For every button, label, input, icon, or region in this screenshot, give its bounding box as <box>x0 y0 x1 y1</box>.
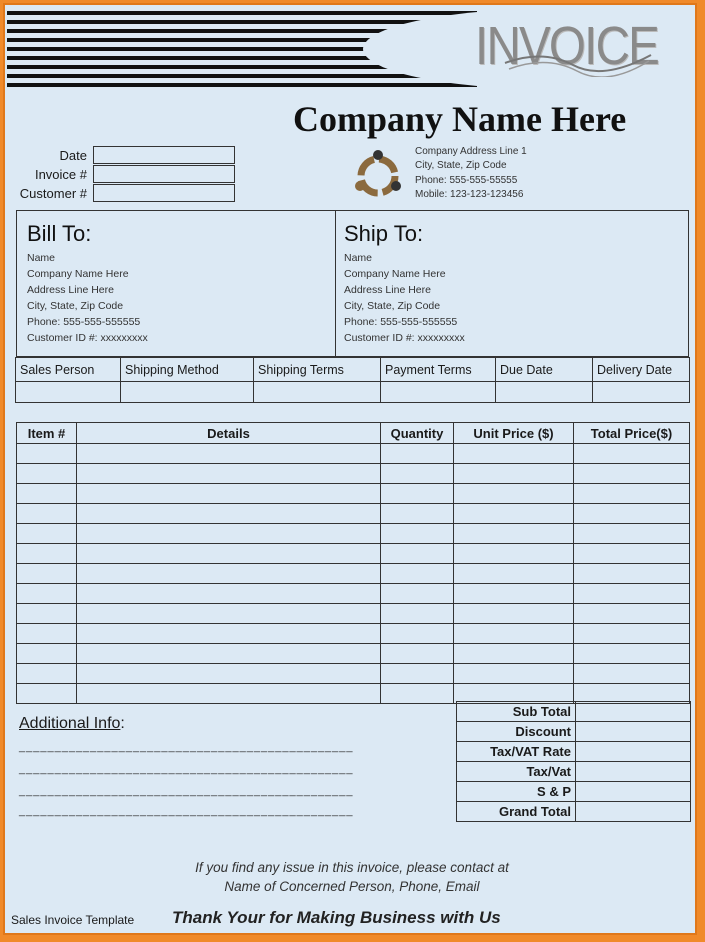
due-date-header: Due Date <box>496 358 593 382</box>
unit-price-cell[interactable] <box>454 624 574 644</box>
total-price-cell[interactable] <box>574 444 690 464</box>
shipping-table <box>15 357 690 403</box>
total-price-cell[interactable] <box>574 644 690 664</box>
tax-vat-value[interactable] <box>576 762 691 782</box>
item-number-cell[interactable] <box>17 684 77 704</box>
template-label: Sales Invoice Template <box>11 913 135 927</box>
item-row <box>17 604 690 624</box>
bill-to-line: City, State, Zip Code <box>27 300 124 312</box>
tax-vat-label: Tax/Vat <box>457 762 576 782</box>
grand-total-value[interactable] <box>576 802 691 822</box>
additional-info-line[interactable]: _______________________________________________ <box>19 805 354 817</box>
company-city-line: City, State, Zip Code <box>415 160 507 171</box>
unit-price-cell[interactable] <box>454 644 574 664</box>
shipping-terms-cell[interactable] <box>254 382 381 403</box>
item-number-cell[interactable] <box>17 584 77 604</box>
sales-person-cell[interactable] <box>16 382 121 403</box>
item-row <box>17 624 690 644</box>
details-cell[interactable] <box>77 684 381 704</box>
thank-you-message: Thank Your for Making Business with Us <box>172 908 501 927</box>
details-cell[interactable] <box>77 584 381 604</box>
unit-price-cell[interactable] <box>454 564 574 584</box>
due-date-cell[interactable] <box>496 382 593 403</box>
s-and-p-value[interactable] <box>576 782 691 802</box>
total-price-cell[interactable] <box>574 624 690 644</box>
s-and-p-label: S & P <box>457 782 576 802</box>
bill-to-title: Bill To: <box>27 221 92 246</box>
item-number-cell[interactable] <box>17 644 77 664</box>
total-price-cell[interactable] <box>574 584 690 604</box>
additional-info-line[interactable]: _______________________________________________ <box>19 763 354 775</box>
additional-info-line[interactable]: _______________________________________________ <box>19 785 354 797</box>
quantity-header: Quantity <box>381 423 454 444</box>
quantity-cell[interactable] <box>381 524 454 544</box>
bill-to-line: Name <box>27 252 56 264</box>
item-number-cell[interactable] <box>17 504 77 524</box>
item-row <box>17 564 690 584</box>
details-cell[interactable] <box>77 604 381 624</box>
item-number-cell[interactable] <box>17 664 77 684</box>
ship-to-line: Address Line Here <box>344 284 431 296</box>
quantity-cell[interactable] <box>381 644 454 664</box>
quantity-cell[interactable] <box>381 684 454 704</box>
total-price-cell[interactable] <box>574 464 690 484</box>
item-number-cell[interactable] <box>17 624 77 644</box>
item-row <box>17 484 690 504</box>
item-number-cell[interactable] <box>17 564 77 584</box>
company-address-line: Company Address Line 1 <box>415 146 527 157</box>
details-header: Details <box>77 423 381 444</box>
customer-number-label: Customer # <box>19 186 87 201</box>
total-price-cell[interactable] <box>574 524 690 544</box>
bill-ship-box <box>16 210 689 357</box>
additional-info-line[interactable]: _______________________________________________ <box>19 741 354 753</box>
item-number-cell[interactable] <box>17 524 77 544</box>
item-row <box>17 524 690 544</box>
company-phone-line: Phone: 555-555-55555 <box>415 175 518 186</box>
shipping-method-header: Shipping Method <box>121 358 254 382</box>
unit-price-cell[interactable] <box>454 604 574 624</box>
item-row <box>17 644 690 664</box>
invoice-title: INVOICE <box>475 16 659 76</box>
tax-vat-rate-value[interactable] <box>576 742 691 762</box>
shipping-terms-header: Shipping Terms <box>254 358 381 382</box>
items-table <box>16 422 690 704</box>
details-cell[interactable] <box>77 524 381 544</box>
total-price-cell[interactable] <box>574 664 690 684</box>
totals-table <box>456 701 691 822</box>
item-number-cell[interactable] <box>17 464 77 484</box>
details-cell[interactable] <box>77 624 381 644</box>
quantity-cell[interactable] <box>381 564 454 584</box>
unit-price-cell[interactable] <box>454 444 574 464</box>
item-row <box>17 504 690 524</box>
total-price-cell[interactable] <box>574 604 690 624</box>
bill-to-line: Customer ID #: xxxxxxxxx <box>27 332 148 344</box>
grand-total-label: Grand Total <box>457 802 576 822</box>
invoice-number-field[interactable] <box>93 165 235 183</box>
ship-to-line: Phone: 555-555-555555 <box>344 316 458 328</box>
total-price-header: Total Price($) <box>574 423 690 444</box>
details-cell[interactable] <box>77 504 381 524</box>
bill-to-line: Company Name Here <box>27 268 129 280</box>
details-cell[interactable] <box>77 664 381 684</box>
quantity-cell[interactable] <box>381 584 454 604</box>
quantity-cell[interactable] <box>381 484 454 504</box>
company-name: Company Name Here <box>293 99 627 139</box>
details-cell[interactable] <box>77 444 381 464</box>
company-logo-icon <box>350 148 406 204</box>
quantity-cell[interactable] <box>381 664 454 684</box>
unit-price-header: Unit Price ($) <box>454 423 574 444</box>
sub-total-label: Sub Total <box>457 702 576 722</box>
details-cell[interactable] <box>77 544 381 564</box>
ship-to-line: Name <box>344 252 373 264</box>
quantity-cell[interactable] <box>381 504 454 524</box>
total-price-cell[interactable] <box>574 504 690 524</box>
unit-price-cell[interactable] <box>454 524 574 544</box>
quantity-cell[interactable] <box>381 544 454 564</box>
discount-value[interactable] <box>576 722 691 742</box>
tax-vat-rate-label: Tax/VAT Rate <box>457 742 576 762</box>
quantity-cell[interactable] <box>381 624 454 644</box>
item-number-header: Item # <box>17 423 77 444</box>
details-cell[interactable] <box>77 464 381 484</box>
total-price-cell[interactable] <box>574 484 690 504</box>
additional-info-title: Additional Info: <box>19 715 125 732</box>
quantity-cell[interactable] <box>381 444 454 464</box>
payment-terms-cell[interactable] <box>381 382 496 403</box>
ship-to-line: Company Name Here <box>344 268 446 280</box>
invoice-number-label: Invoice # <box>34 167 87 182</box>
invoice-page <box>3 3 697 935</box>
unit-price-cell[interactable] <box>454 504 574 524</box>
date-field[interactable] <box>93 146 235 164</box>
ship-to-line: City, State, Zip Code <box>344 300 441 312</box>
ship-to-title: Ship To: <box>344 221 424 246</box>
total-price-cell[interactable] <box>574 564 690 584</box>
item-number-cell[interactable] <box>17 444 77 464</box>
bill-to-line: Phone: 555-555-555555 <box>27 316 141 328</box>
footer-contact-note: If you find any issue in this invoice, please contact at <box>195 860 509 875</box>
delivery-date-header: Delivery Date <box>593 358 690 382</box>
item-number-cell[interactable] <box>17 484 77 504</box>
item-row <box>17 464 690 484</box>
quantity-cell[interactable] <box>381 604 454 624</box>
unit-price-cell[interactable] <box>454 584 574 604</box>
details-cell[interactable] <box>77 484 381 504</box>
invoice-swoosh-decoration <box>503 41 653 77</box>
shipping-method-cell[interactable] <box>121 382 254 403</box>
company-mobile-line: Mobile: 123-123-123456 <box>415 189 524 200</box>
bill-to-line: Address Line Here <box>27 284 114 296</box>
item-row <box>17 444 690 464</box>
quantity-cell[interactable] <box>381 464 454 484</box>
item-row <box>17 544 690 564</box>
unit-price-cell[interactable] <box>454 664 574 684</box>
date-label: Date <box>59 148 87 163</box>
customer-number-field[interactable] <box>93 184 235 202</box>
ship-to-line: Customer ID #: xxxxxxxxx <box>344 332 465 344</box>
item-number-cell[interactable] <box>17 604 77 624</box>
sub-total-value[interactable] <box>576 702 691 722</box>
delivery-date-cell[interactable] <box>593 382 690 403</box>
sales-person-header: Sales Person <box>16 358 121 382</box>
unit-price-cell[interactable] <box>454 544 574 564</box>
unit-price-cell[interactable] <box>454 484 574 504</box>
total-price-cell[interactable] <box>574 544 690 564</box>
discount-label: Discount <box>457 722 576 742</box>
footer-contact-person: Name of Concerned Person, Phone, Email <box>224 879 480 894</box>
details-cell[interactable] <box>77 644 381 664</box>
item-number-cell[interactable] <box>17 544 77 564</box>
unit-price-cell[interactable] <box>454 464 574 484</box>
item-row <box>17 584 690 604</box>
details-cell[interactable] <box>77 564 381 584</box>
item-row <box>17 664 690 684</box>
payment-terms-header: Payment Terms <box>381 358 496 382</box>
